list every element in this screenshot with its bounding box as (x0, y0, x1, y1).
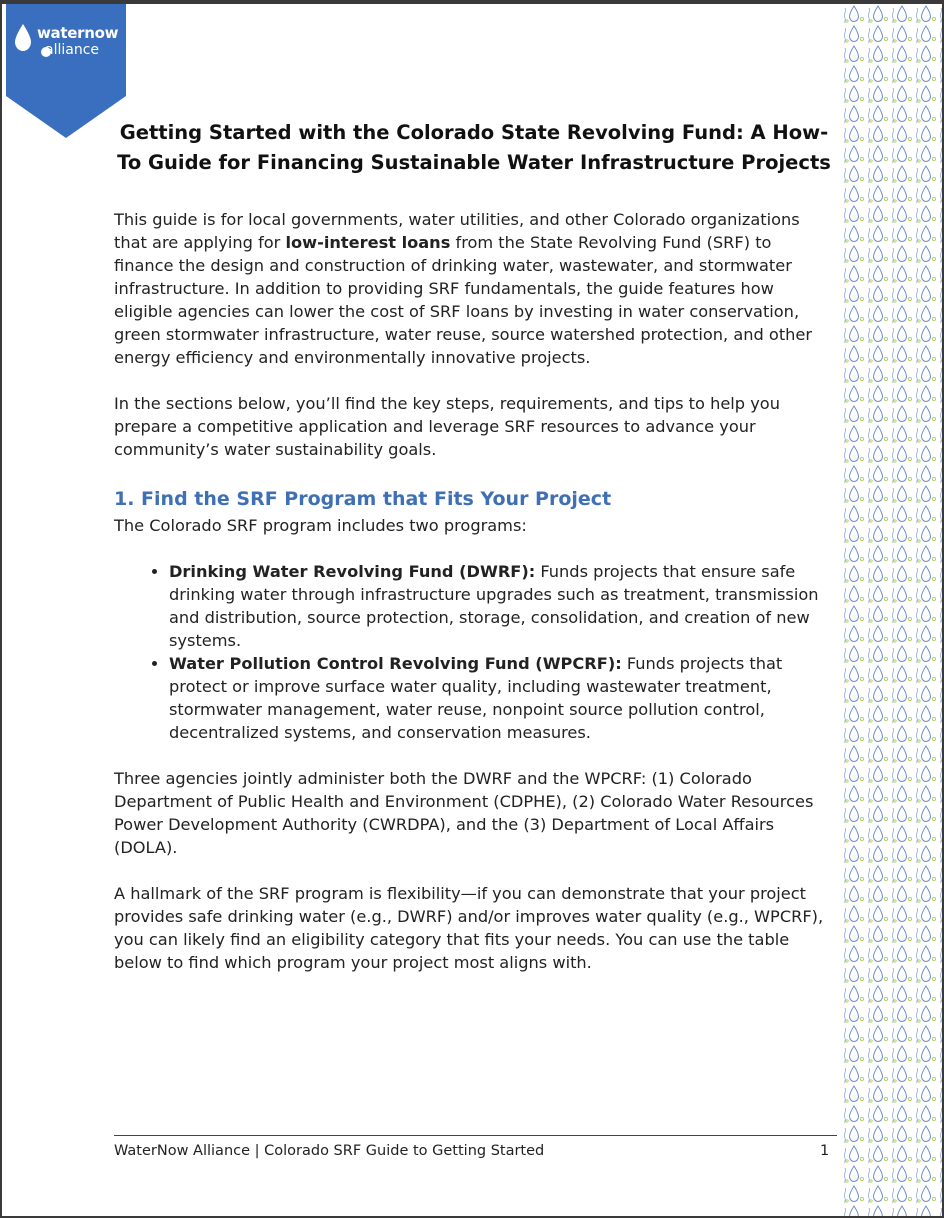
wpcrf-term: Water Pollution Control Revolving Fund (WPCRF): (169, 654, 622, 673)
flexibility-paragraph: A hallmark of the SRF program is flexibility—if you can demonstrate that your project provides safe drinking water (e.g., DWRF) and/or improves water quality (e.g., WPCRF), you can likely find an eligibility category that fits your needs. You can use the table below to find which program your project most aligns with. (114, 884, 824, 972)
intro-text-start: This guide is for local governments, water utilities, and other Colorado organizations that are applying for (114, 210, 800, 252)
logo-text-alliance: alliance (45, 42, 100, 58)
waternow-logo (6, 4, 126, 140)
document-body (114, 118, 834, 974)
list-item-wpcrf (169, 652, 834, 744)
wpcrf-description: Funds projects that protect or improve surface water quality, including wastewater treatment, stormwater management, water reuse, nonpoint source pollution control, decentralized systems, and conservation measures. (169, 654, 783, 742)
intro-text-end: from the State Revolving Fund (SRF) to finance the design and construction of drinking water, wastewater, and stormwater infrastructure. In addition to providing SRF fundamentals, the guide features how eligible agencies can lower the cost of SRF loans by investing in water conservation, green stormwater infrastructure, water reuse, source watershed protection, and other energy efficiency and environmentally innovative projects. (114, 233, 813, 367)
footer-text: WaterNow Alliance | Colorado SRF Guide to Getting Started (114, 1143, 545, 1159)
document-title: Getting Started with the Colorado State Revolving Fund: A How-To Guide for Financing Sustainable Water Infrastructure Projects (117, 121, 831, 174)
section-1-heading: 1. Find the SRF Program that Fits Your Project (114, 488, 612, 510)
footer-divider (114, 1135, 837, 1136)
program-list (114, 560, 834, 744)
agencies-paragraph: Three agencies jointly administer both the DWRF and the WPCRF: (1) Colorado Department of Public Health and Environment (CDPHE), (2) Colorado Water Resources Power Development Authority (CWRDPA), and the (3) Department of Local Affairs (DOLA). (114, 769, 814, 857)
drop-pattern-icon (842, 4, 942, 1216)
list-item-dwrf (169, 560, 834, 652)
dwrf-term: Drinking Water Revolving Fund (DWRF): (169, 562, 536, 581)
water-drop-pattern-border (842, 4, 942, 1216)
intro-bold-text: low-interest loans (285, 233, 451, 252)
intro-paragraph (114, 208, 834, 369)
logo-text-waternow: waternow (37, 24, 119, 42)
dwrf-description: Funds projects that ensure safe drinking water through infrastructure upgrades such as treatment, transmission and distribution, source protection, storage, consolidation, and creation of new systems. (169, 562, 819, 650)
sections-intro-paragraph: In the sections below, you’ll find the key steps, requirements, and tips to help you prepare a competitive application and leverage SRF resources to advance your community’s water sustainability goals. (114, 394, 780, 459)
section-1-lead: The Colorado SRF program includes two programs: (114, 516, 527, 535)
document-page (2, 4, 942, 1216)
page-number: 1 (820, 1143, 830, 1159)
